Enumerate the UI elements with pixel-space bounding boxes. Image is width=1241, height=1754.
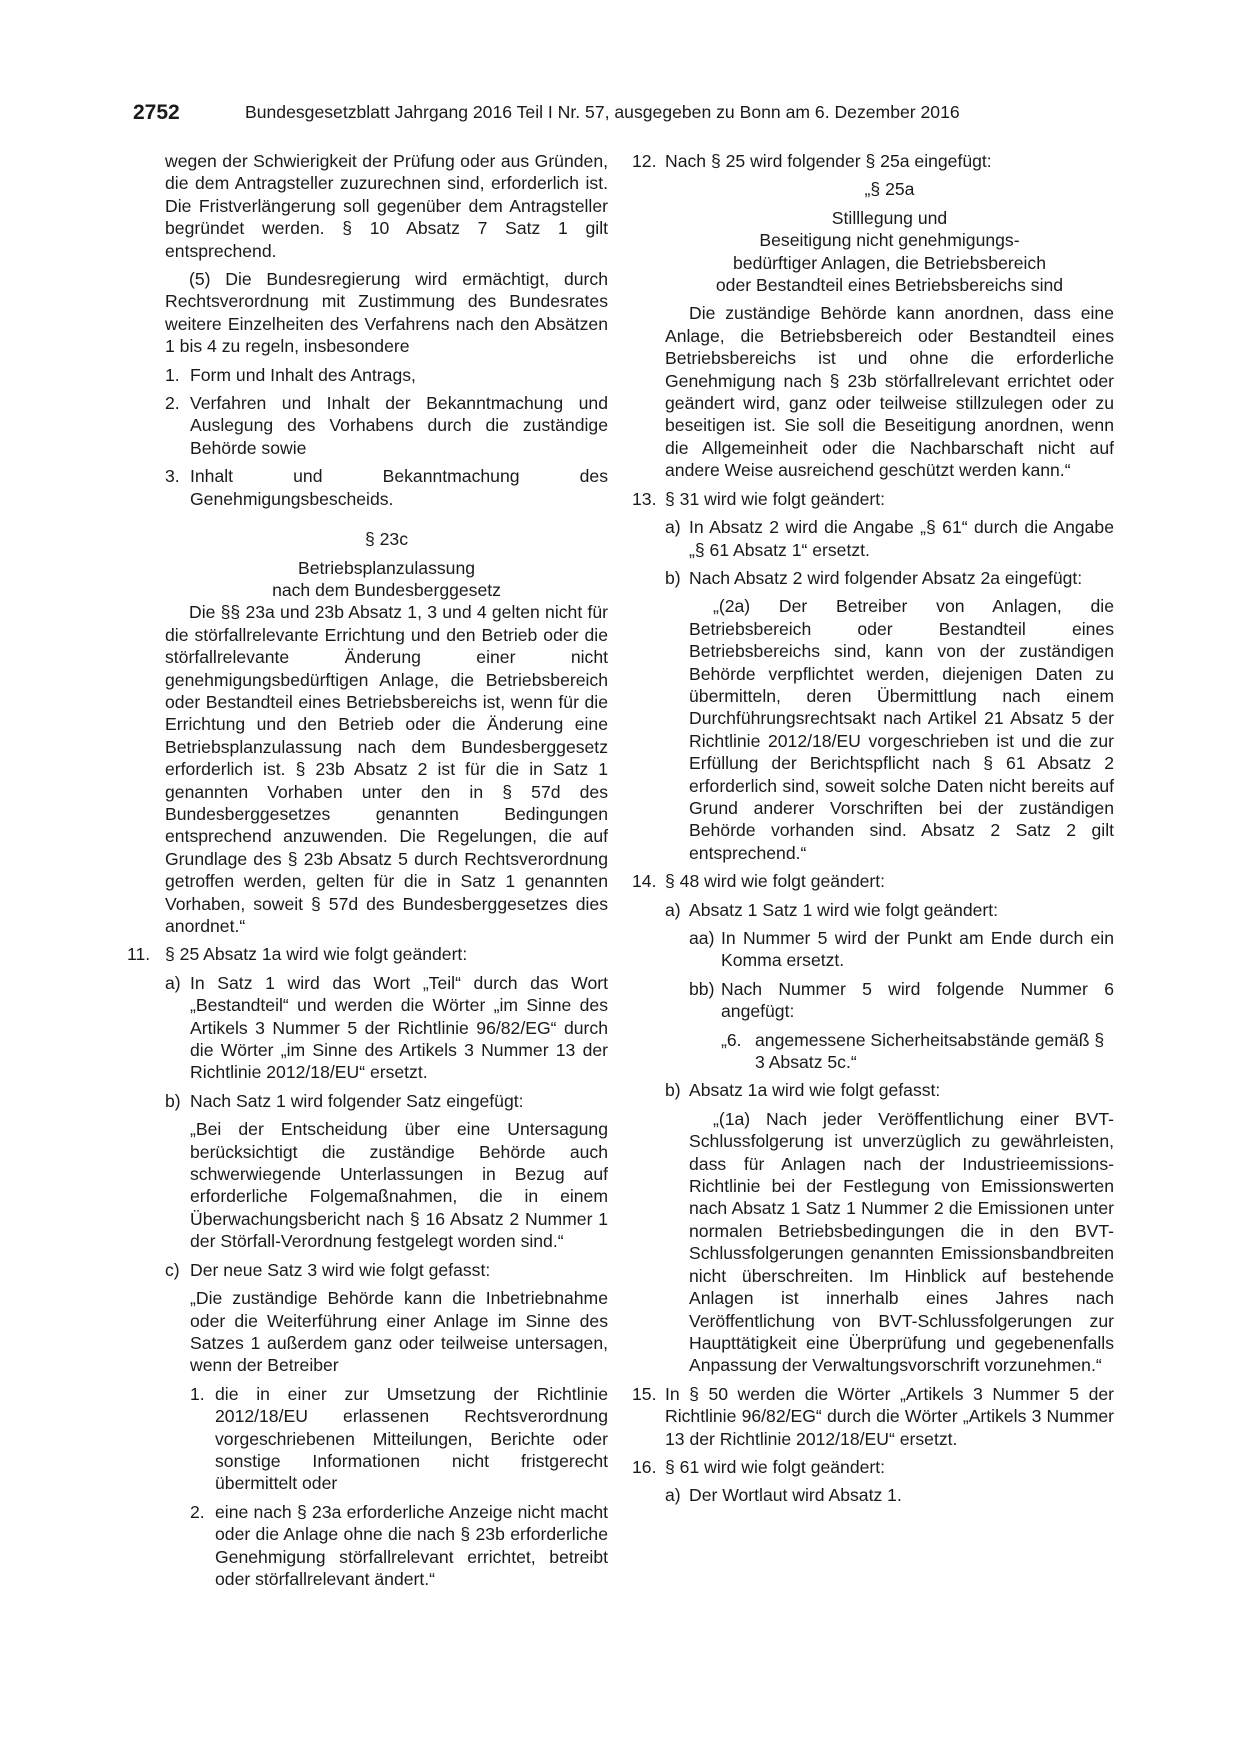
list-item-number: 3. bbox=[165, 466, 180, 487]
section-heading: oder Bestandteil eines Betriebsbereichs sind bbox=[715, 275, 1064, 296]
item-text: Nach § 25 wird folgender § 25a eingefügt: bbox=[665, 151, 992, 171]
inserted-number-text: angemessene Sicherheitsabstände gemäß § 3 Absatz 5c.“ bbox=[755, 1029, 1105, 1073]
inserted-number bbox=[721, 1029, 1114, 1074]
amendment-13 bbox=[632, 488, 1114, 510]
amendment-14b bbox=[665, 1079, 1114, 1376]
list-item bbox=[165, 392, 608, 459]
section-23c bbox=[165, 528, 608, 937]
right-column bbox=[632, 150, 1114, 1507]
amendment-16 bbox=[632, 1456, 1114, 1478]
list-item bbox=[190, 1501, 608, 1591]
item-text: § 31 wird wie folgt geändert: bbox=[665, 488, 886, 509]
list-item-text: eine nach § 23a erforderliche Anzeige nicht macht oder die Anlage ohne die nach § 23b erforderliche Genehmigung störfallrelevant errichtet, betreibt oder störfallrelevant ändert.“ bbox=[215, 1501, 608, 1589]
item-text: Nach Nummer 5 wird folgende Nummer 6 angefügt: bbox=[721, 978, 1114, 1022]
amendment-13b bbox=[665, 567, 1114, 864]
section-heading: bedürftiger Anlagen, die Betriebsbereich bbox=[733, 252, 1046, 273]
amendment-14aa bbox=[689, 927, 1114, 972]
item-letter: a) bbox=[665, 517, 681, 538]
section-heading: Stilllegung und bbox=[831, 207, 948, 228]
item-letter: b) bbox=[665, 1080, 681, 1101]
list-item bbox=[165, 364, 608, 386]
list-item-number: 1. bbox=[165, 364, 180, 385]
page-header bbox=[133, 101, 1133, 127]
item-number: 11. bbox=[127, 944, 151, 965]
item-number: 13. bbox=[632, 488, 657, 509]
section-heading: nach dem Bundesberggesetz bbox=[272, 579, 501, 600]
list-item-text: die in einer zur Umsetzung der Richtlinie 2012/18/EU erlassenen Rechtsverordnung vorgeschriebenen Mitteilungen, Berichte oder sonstige Informationen nicht fristgerecht übermittelt oder bbox=[215, 1383, 608, 1494]
list-item-text: Inhalt und Bekanntmachung des Genehmigungsbescheids. bbox=[190, 466, 608, 509]
section-body: Die §§ 23a und 23b Absatz 1, 3 und 4 gelten nicht für die störfallrelevante Errichtung und den Betrieb oder die störfallrelevante Änderung einer nicht genehmigungsbedürftigen Anlage, die Betriebsbereich oder Bestandteil eines Betriebsbereichs ist, wenn für die Errichtung und den Betrieb oder die Änderung eine Betriebsplanzulassung nach dem Bundesberggesetz erforderlich ist. § 23b Absatz 2 ist für die in Satz 1 genannten Vorhaben unter den in § 57d des Bundesberggesetzes genannten Bedingungen entsprechend anzuwenden. Die Regelungen, die auf Grundlage des § 23b Absatz 5 durch Rechtsverordnung getroffen werden, gelten für die in Satz 1 genannten Vorhaben, soweit § 57d des Bundesberggesetzes dies anordnet.“ bbox=[165, 602, 608, 936]
item-text: Nach Satz 1 wird folgender Satz eingefügt: bbox=[190, 1090, 524, 1111]
item-text: In Nummer 5 wird der Punkt am Ende durch ein Komma ersetzt. bbox=[721, 928, 1114, 971]
list-item bbox=[165, 465, 608, 510]
section-25a bbox=[665, 178, 1114, 481]
item-letter: a) bbox=[165, 972, 181, 993]
amendment-13a bbox=[665, 516, 1114, 561]
section-heading: Beseitigung nicht genehmigungs- bbox=[759, 230, 1020, 251]
item-number: 12. bbox=[632, 151, 657, 171]
item-letter: c) bbox=[165, 1259, 180, 1280]
amendment-11c bbox=[165, 1259, 608, 1591]
list-item-text: Verfahren und Inhalt der Bekanntmachung und Auslegung des Vorhabens durch die zuständige Behörde sowie bbox=[190, 393, 608, 458]
section-heading: Betriebsplanzulassung bbox=[297, 557, 476, 578]
item-sublabel: bb) bbox=[689, 978, 715, 999]
inserted-number-label: „6. bbox=[721, 1029, 742, 1050]
running-head: Bundesgesetzblatt Jahrgang 2016 Teil I Nr. 57, ausgegeben zu Bonn am 6. Dezember 2016 bbox=[245, 102, 960, 122]
amendment-15 bbox=[632, 1383, 1114, 1450]
item-text: Der neue Satz 3 wird wie folgt gefasst: bbox=[190, 1259, 491, 1280]
absatz-5: (5) Die Bundesregierung wird ermächtigt, durch Rechtsverordnung mit Zustimmung des Bundesrates weitere Einzelheiten des Verfahrens nach den Absätzen 1 bis 4 zu regeln, insbesondere bbox=[165, 269, 608, 357]
item-letter: b) bbox=[165, 1090, 181, 1111]
section-number: § 23c bbox=[364, 529, 409, 550]
section-body: Die zuständige Behörde kann anordnen, dass eine Anlage, die Betriebsbereich oder Bestandteil eines Betriebsbereichs ist und ohne die erforderliche Genehmigung nach § 23b störfallrelevant errichtet oder geändert wird, ganz oder teilweise stillzulegen oder zu beseitigen ist. Sie soll die Beseitigung anordnen, wenn die Allgemeinheit oder die Nachbarschaft nicht auf andere Weise ausreichend geschützt werden kann.“ bbox=[665, 303, 1114, 481]
inserted-sentence: „Bei der Entscheidung über eine Untersagung berücksichtigt die zuständige Behörde auch schwerwiegende Unterlassungen in Bezug auf erforderliche Folgemaßnahmen, die in einem Überwachungsbericht nach § 16 Absatz 2 Nummer 1 der Störfall-Verordnung festgelegt worden sind.“ bbox=[190, 1119, 608, 1252]
inserted-paragraph: „(2a) Der Betreiber von Anlagen, die Betriebsbereich oder Bestandteil eines Betriebsbereichs sind, kann von der zuständigen Behörde verpflichtet werden, diejenigen Daten zu übermitteln, deren Übermittlung nach einem Durchführungsrechtsakt nach Artikel 21 Absatz 5 der Richtlinie 2012/18/EU vorgeschrieben ist und die zur Erfüllung der Berichtspflicht nach § 61 Absatz 2 erforderlich sind, soweit solche Daten nicht bereits auf Grund anderer Vorschriften bei der zuständigen Behörde vorhanden sind. Absatz 2 Satz 2 gilt entsprechend.“ bbox=[689, 596, 1114, 863]
amendment-14 bbox=[632, 870, 1114, 892]
list-item-number: 1. bbox=[190, 1383, 205, 1404]
item-text: Der Wortlaut wird Absatz 1. bbox=[689, 1485, 902, 1506]
item-letter: b) bbox=[665, 567, 681, 588]
new-sentence: „Die zuständige Behörde kann die Inbetriebnahme oder die Weiterführung einer Anlage im Sinne des Satzes 1 außerdem ganz oder teilweise untersagen, wenn der Betreiber bbox=[190, 1288, 608, 1376]
list-item bbox=[190, 1383, 608, 1495]
item-number: 16. bbox=[632, 1456, 657, 1477]
abs5-list bbox=[165, 364, 608, 510]
amendment-11a bbox=[165, 972, 608, 1084]
list-item-number: 2. bbox=[165, 393, 180, 414]
item-number: 14. bbox=[632, 871, 657, 892]
item-text: Nach Absatz 2 wird folgender Absatz 2a eingefügt: bbox=[689, 567, 1083, 588]
amendment-14a bbox=[665, 899, 1114, 1074]
item-letter: a) bbox=[665, 899, 681, 920]
amendment-11b bbox=[165, 1090, 608, 1253]
list-item-text: Form und Inhalt des Antrags, bbox=[190, 364, 416, 385]
item-sublabel: aa) bbox=[689, 928, 715, 948]
new-paragraph: „(1a) Nach jeder Veröffentlichung einer BVT-Schlussfolgerung ist unverzüglich zu gewährleisten, dass für Anlagen nach der Industrieemissions-Richtlinie bei der Festlegung von Emissionswerten nach Absatz 1 Satz 1 Nummer 2 die Emissionen unter normalen Betriebsbedingungen die in den BVT-Schlussfolgerungen genannten Emissionsbandbreiten nicht überschreiten. Im Hinblick auf bestehende Anlagen ist innerhalb eines Jahres nach Veröffentlichung von BVT-Schlussfolgerungen zur Haupttätigkeit eine Überprüfung und gegebenenfalls Anpassung der Verwaltungsvorschrift vorzunehmen.“ bbox=[689, 1108, 1114, 1376]
amendment-12 bbox=[632, 150, 1114, 172]
intro-paragraph: wegen der Schwierigkeit der Prüfung oder aus Gründen, die dem Antragsteller zuzurechnen sind, erforderlich ist. Die Fristverlängerung soll gegenüber dem Antragsteller begründet werden. § 10 Absatz 7 Satz 1 gilt entsprechend. bbox=[165, 151, 608, 261]
item-text: § 61 wird wie folgt geändert: bbox=[665, 1456, 886, 1477]
section-number: „§ 25a bbox=[864, 179, 915, 200]
page-number: 2752 bbox=[133, 101, 180, 124]
item-text: Absatz 1a wird wie folgt gefasst: bbox=[689, 1080, 941, 1101]
item-text: In Absatz 2 wird die Angabe „§ 61“ durch die Angabe „§ 61 Absatz 1“ ersetzt. bbox=[689, 517, 1114, 560]
item-text: In Satz 1 wird das Wort „Teil“ durch das Wort „Bestandteil“ und werden die Wörter „im Sinne des Artikels 3 Nummer 5 der Richtlinie 96/82/EG“ durch die Wörter „im Sinne des Artikels 3 Nummer 13 der Richtlinie 2012/18/EU“ ersetzt. bbox=[190, 972, 608, 1083]
item-text: Absatz 1 Satz 1 wird wie folgt geändert: bbox=[689, 899, 999, 920]
item-number: 15. bbox=[632, 1383, 657, 1404]
left-column bbox=[127, 150, 608, 1590]
item-text: § 25 Absatz 1a wird wie folgt geändert: bbox=[165, 944, 468, 965]
amendment-11 bbox=[127, 943, 608, 965]
amendment-14bb bbox=[689, 978, 1114, 1074]
amendment-16a bbox=[665, 1484, 1114, 1506]
item-text: In § 50 werden die Wörter „Artikels 3 Nummer 5 der Richtlinie 96/82/EG“ durch die Wörter „Artikels 3 Nummer 13 der Richtlinie 2012/18/EU“ ersetzt. bbox=[665, 1383, 1114, 1449]
list-item-number: 2. bbox=[190, 1501, 205, 1522]
item-letter: a) bbox=[665, 1485, 681, 1506]
item-text: § 48 wird wie folgt geändert: bbox=[665, 871, 886, 892]
